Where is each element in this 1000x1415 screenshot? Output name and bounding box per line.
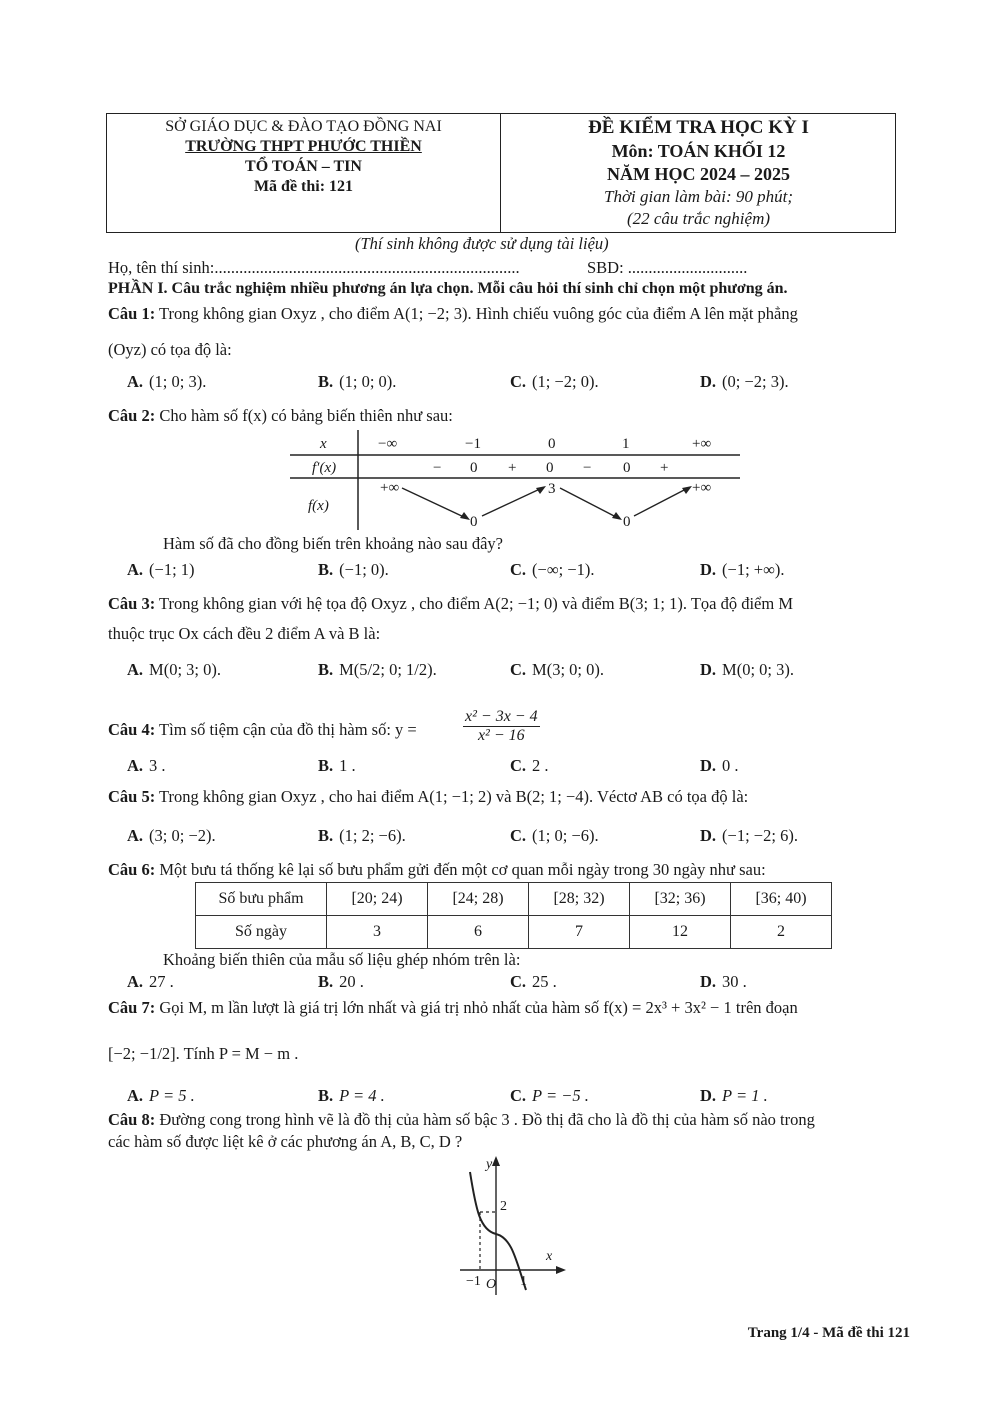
vt-f-posinf-left: +∞ xyxy=(380,480,400,496)
q3-option-b[interactable]: B. M(5/2; 0; 1/2). xyxy=(318,660,437,679)
q4-option-c[interactable]: C. 2 . xyxy=(510,756,549,775)
q3-option-c[interactable]: C. M(3; 0; 0). xyxy=(510,660,605,679)
candidate-sbd-line: SBD: ............................. xyxy=(587,258,748,277)
graph-tick-1: 1 xyxy=(520,1274,527,1289)
q4-option-b[interactable]: B. 1 . xyxy=(318,756,356,775)
q6-count: 2 xyxy=(731,916,832,949)
graph-tick-neg1: −1 xyxy=(466,1274,481,1289)
q2-option-c[interactable]: C. (−∞; −1). xyxy=(510,560,595,579)
vt-fprime-label: f′(x) xyxy=(312,460,337,476)
graph-y-label: y xyxy=(486,1157,493,1172)
q4-fraction xyxy=(463,708,540,746)
exam-code: Mã đề thi: 121 xyxy=(253,178,354,195)
q6-frequency-table xyxy=(195,882,832,949)
school-year: NĂM HỌC 2024 – 2025 xyxy=(607,164,790,184)
subject: Môn: TOÁN KHỐI 12 xyxy=(611,141,786,161)
vt-arrow-down-1 xyxy=(402,488,466,518)
q6-header-bins: Số bưu phẩm xyxy=(196,883,327,916)
q1-option-a[interactable]: A. (1; 0; 3). xyxy=(127,372,207,391)
header-divider xyxy=(500,114,501,232)
q1-option-b[interactable]: B. (1; 0; 0). xyxy=(318,372,397,391)
vt-x-label: x xyxy=(320,436,327,452)
q6-count: 3 xyxy=(327,916,428,949)
vt-f-posinf-right: +∞ xyxy=(692,480,712,496)
vt-f-label: f(x) xyxy=(308,498,329,514)
q7-option-c[interactable]: C. P = −5 . xyxy=(510,1086,589,1105)
q4-text: Câu 4: Tìm số tiệm cận của đồ thị hàm số: y = xyxy=(108,720,417,739)
candidate-name-line: Họ, tên thí sinh:.......................................................................... xyxy=(108,258,520,277)
q3-option-d[interactable]: D. M(0; 0; 3). xyxy=(700,660,795,679)
q3-text2: thuộc trục Ox cách đều 2 điểm A và B là: xyxy=(108,624,381,643)
no-materials-note: (Thí sinh không được sử dụng tài liệu) xyxy=(355,234,609,253)
q7-text2: [−2; −1/2]. Tính P = M − m . xyxy=(108,1044,299,1063)
dept-name: SỞ GIÁO DỤC & ĐÀO TẠO ĐỒNG NAI xyxy=(165,118,442,135)
q2-option-a[interactable]: A. (−1; 1) xyxy=(127,560,195,579)
vt-sign-2: + xyxy=(508,460,517,476)
q6-bin: [28; 32) xyxy=(529,883,630,916)
q2-ask: Hàm số đã cho đồng biến trên khoảng nào sau đây? xyxy=(163,534,503,553)
q4-option-a[interactable]: A. 3 . xyxy=(127,756,166,775)
group-name: TỔ TOÁN – TIN xyxy=(245,158,362,175)
header-box xyxy=(106,113,896,233)
q7-text: Câu 7: Gọi M, m lần lượt là giá trị lớn nhất và giá trị nhỏ nhất của hàm số f(x) = 2x³ + 3x² − 1 trên đoạn xyxy=(108,998,798,1017)
q6-option-b[interactable]: B. 20 . xyxy=(318,972,364,991)
q6-bin: [36; 40) xyxy=(731,883,832,916)
q1-text: Câu 1: Trong không gian Oxyz , cho điểm A(1; −2; 3). Hình chiếu vuông góc của điểm A lên mặt phẳng xyxy=(108,304,798,323)
exam-title: ĐỀ KIỂM TRA HỌC KỲ I xyxy=(588,117,809,138)
q7-option-d[interactable]: D. P = 1 . xyxy=(700,1086,768,1105)
cubic-graph xyxy=(440,1150,580,1300)
q4-numerator: x² − 3x − 4 xyxy=(463,708,540,727)
vt-arrow-up-2 xyxy=(634,488,688,516)
vt-sign-4: + xyxy=(660,460,669,476)
q2-option-b[interactable]: B. (−1; 0). xyxy=(318,560,389,579)
q6-bin: [32; 36) xyxy=(630,883,731,916)
vt-f-min-1: 0 xyxy=(470,514,478,530)
vt-sign-1: − xyxy=(433,460,442,476)
q3-option-a[interactable]: A. M(0; 3; 0). xyxy=(127,660,222,679)
q8-text2: các hàm số được liệt kê ở các phương án A, B, C, D ? xyxy=(108,1132,463,1151)
part1-heading: PHẦN I. Câu trắc nghiệm nhiều phương án lựa chọn. Mỗi câu hỏi thí sinh chỉ chọn một phương án. xyxy=(108,280,788,297)
q6-ask: Khoảng biến thiên của mẫu số liệu ghép nhóm trên là: xyxy=(163,950,521,969)
graph-tick-2: 2 xyxy=(500,1199,507,1214)
graph-x-label: x xyxy=(546,1249,553,1264)
vt-f-max: 3 xyxy=(548,481,556,497)
vt-x-1: 1 xyxy=(622,436,630,452)
q6-bin: [24; 28) xyxy=(428,883,529,916)
vt-x-0: 0 xyxy=(548,436,556,452)
question-count: (22 câu trắc nghiệm) xyxy=(626,209,771,228)
q6-header-days: Số ngày xyxy=(196,916,327,949)
vt-arrow-down-2 xyxy=(560,488,618,518)
q5-option-a[interactable]: A. (3; 0; −2). xyxy=(127,826,216,845)
q5-option-c[interactable]: C. (1; 0; −6). xyxy=(510,826,599,845)
school-name: TRƯỜNG THPT PHƯỚC THIỀN xyxy=(185,138,422,155)
q2-text: Câu 2: Cho hàm số f(x) có bảng biến thiên như sau: xyxy=(108,406,453,425)
q6-count: 6 xyxy=(428,916,529,949)
exam-duration: Thời gian làm bài: 90 phút; xyxy=(604,187,793,206)
variation-table xyxy=(290,430,740,530)
q2-option-d[interactable]: D. (−1; +∞). xyxy=(700,560,785,579)
page-footer: Trang 1/4 - Mã đề thi 121 xyxy=(747,1325,910,1341)
q1-option-d[interactable]: D. (0; −2; 3). xyxy=(700,372,789,391)
vt-f-min-2: 0 xyxy=(623,514,631,530)
q4-option-d[interactable]: D. 0 . xyxy=(700,756,739,775)
graph-origin: O xyxy=(486,1277,497,1292)
vt-x-neginf: −∞ xyxy=(378,436,398,452)
q8-text: Câu 8: Đường cong trong hình vẽ là đồ thị của hàm số bậc 3 . Đồ thị đã cho là đồ thị của hàm số nào trong xyxy=(108,1110,815,1129)
q4-denominator: x² − 16 xyxy=(477,727,525,745)
q7-option-a[interactable]: A. P = 5 . xyxy=(127,1086,195,1105)
q6-option-a[interactable]: A. 27 . xyxy=(127,972,174,991)
q6-option-d[interactable]: D. 30 . xyxy=(700,972,747,991)
q6-bin: [20; 24) xyxy=(327,883,428,916)
vt-zero-1: 0 xyxy=(470,460,478,476)
vt-x-neg1: −1 xyxy=(465,436,481,452)
q7-option-b[interactable]: B. P = 4 . xyxy=(318,1086,385,1105)
q5-option-d[interactable]: D. (−1; −2; 6). xyxy=(700,826,798,845)
vt-arrow-up-1 xyxy=(482,488,542,516)
q6-count: 12 xyxy=(630,916,731,949)
graph-curve xyxy=(470,1172,526,1290)
vt-zero-2: 0 xyxy=(546,460,554,476)
q6-text: Câu 6: Một bưu tá thống kê lại số bưu phẩm gửi đến một cơ quan mỗi ngày trong 30 ngày như sau: xyxy=(108,860,766,879)
q5-text: Câu 5: Trong không gian Oxyz , cho hai điểm A(1; −1; 2) và B(2; 1; −4). Véctơ AB có tọa độ là: xyxy=(108,787,749,806)
vt-zero-3: 0 xyxy=(623,460,631,476)
vt-x-posinf: +∞ xyxy=(692,436,712,452)
q1-text2: (Oyz) có tọa độ là: xyxy=(108,340,232,359)
q6-count: 7 xyxy=(529,916,630,949)
q5-option-b[interactable]: B. (1; 2; −6). xyxy=(318,826,406,845)
vt-sign-3: − xyxy=(583,460,592,476)
q1-option-c[interactable]: C. (1; −2; 0). xyxy=(510,372,599,391)
q6-option-c[interactable]: C. 25 . xyxy=(510,972,557,991)
q3-text: Câu 3: Trong không gian với hệ tọa độ Oxyz , cho điểm A(2; −1; 0) và điểm B(3; 1; 1). Tọa độ điểm M xyxy=(108,594,794,613)
